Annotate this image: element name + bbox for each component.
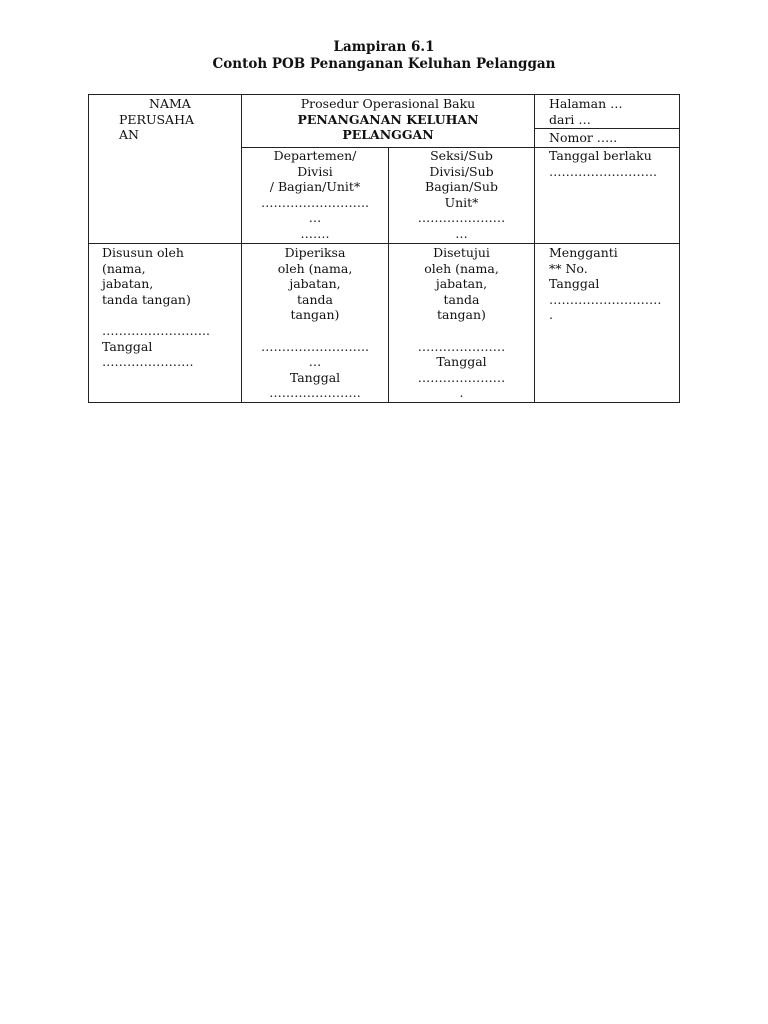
department-line: ……. <box>300 225 330 241</box>
number-line: Nomor ….. <box>549 130 618 145</box>
effective-date-cell <box>549 148 657 179</box>
page-line: Halaman … <box>549 96 623 111</box>
approved-by-line: ………………… <box>417 338 506 354</box>
replaces-line: Mengganti <box>549 245 618 260</box>
department-line: Departemen/ <box>273 148 357 163</box>
department-line: …………………….. <box>261 194 369 210</box>
approved-by-line: oleh (nama, <box>424 260 499 276</box>
page-heading <box>0 39 768 73</box>
approved-by-line: . <box>459 385 464 401</box>
section-line: Seksi/Sub <box>430 148 493 163</box>
section-line: ………………… <box>417 210 506 226</box>
checked-by-line: oleh (nama, <box>277 260 353 276</box>
company-name-line: NAMA <box>149 96 191 111</box>
approved-by-line: ………………… <box>417 369 506 385</box>
checked-by-line: …………………….. <box>261 338 369 354</box>
prepared-by-line: jabatan, <box>102 276 154 292</box>
approved-by-line: tangan) <box>437 307 486 323</box>
spacer <box>389 323 534 339</box>
department-line: Divisi <box>297 163 333 179</box>
spacer <box>242 323 388 339</box>
prepared-by-line: tanda tangan) <box>102 291 191 307</box>
prepared-by-line: …………………….. <box>102 322 210 338</box>
checked-by-line: … <box>308 354 322 370</box>
section-cell <box>389 148 534 242</box>
effective-date-line: …………………….. <box>549 163 657 179</box>
replaces-line: ……………………… <box>549 291 662 307</box>
sop-form-table <box>88 94 680 403</box>
replaces-cell <box>549 245 662 323</box>
department-line: … <box>308 210 322 226</box>
section-line: … <box>455 225 468 241</box>
checked-by-line: jabatan, <box>289 276 341 292</box>
spacer <box>102 307 210 323</box>
effective-date-line: Tanggal berlaku <box>549 148 652 163</box>
company-name-cell <box>119 96 194 143</box>
page-cell <box>549 96 623 127</box>
section-line: Unit* <box>444 194 479 210</box>
checked-by-line: …………………. <box>269 385 361 401</box>
procedure-label: Prosedur Operasional Baku <box>300 96 476 111</box>
approved-by-line: tanda <box>443 291 480 307</box>
section-line: Divisi/Sub <box>429 163 494 179</box>
approved-by-cell <box>389 245 534 401</box>
table-divider <box>89 243 679 244</box>
replaces-line: ** No. <box>549 260 588 276</box>
prepared-by-line: (nama, <box>102 260 146 276</box>
prepared-by-line: …………………. <box>102 354 194 370</box>
replaces-line: . <box>549 307 553 323</box>
approved-by-line: Disetujui <box>433 245 490 260</box>
table-divider <box>534 128 679 129</box>
department-line: / Bagian/Unit* <box>269 179 361 195</box>
procedure-title: PELANGGAN <box>342 127 434 143</box>
checked-by-line: Diperiksa <box>284 245 346 260</box>
prepared-by-cell <box>102 245 210 370</box>
company-name-line: AN <box>119 127 139 143</box>
checked-by-cell <box>242 245 388 401</box>
checked-by-line: tanda <box>297 291 333 307</box>
table-divider <box>534 95 535 402</box>
procedure-cell <box>242 96 534 143</box>
page-line: dari … <box>549 111 591 127</box>
number-cell <box>549 130 617 146</box>
department-cell <box>242 148 388 242</box>
procedure-title: PENANGANAN KELUHAN <box>297 111 479 127</box>
checked-by-line: Tanggal <box>289 369 341 385</box>
section-line: Bagian/Sub <box>425 179 498 195</box>
prepared-by-line: Tanggal <box>102 338 153 354</box>
appendix-label: Lampiran 6.1 <box>333 39 435 55</box>
company-name-line: PERUSAHA <box>119 111 194 127</box>
checked-by-line: tangan) <box>290 307 340 323</box>
document-title: Contoh POB Penanganan Keluhan Pelanggan <box>212 56 556 72</box>
approved-by-line: jabatan, <box>435 276 488 292</box>
prepared-by-line: Disusun oleh <box>102 245 184 260</box>
replaces-line: Tanggal <box>549 276 600 292</box>
approved-by-line: Tanggal <box>436 354 487 370</box>
